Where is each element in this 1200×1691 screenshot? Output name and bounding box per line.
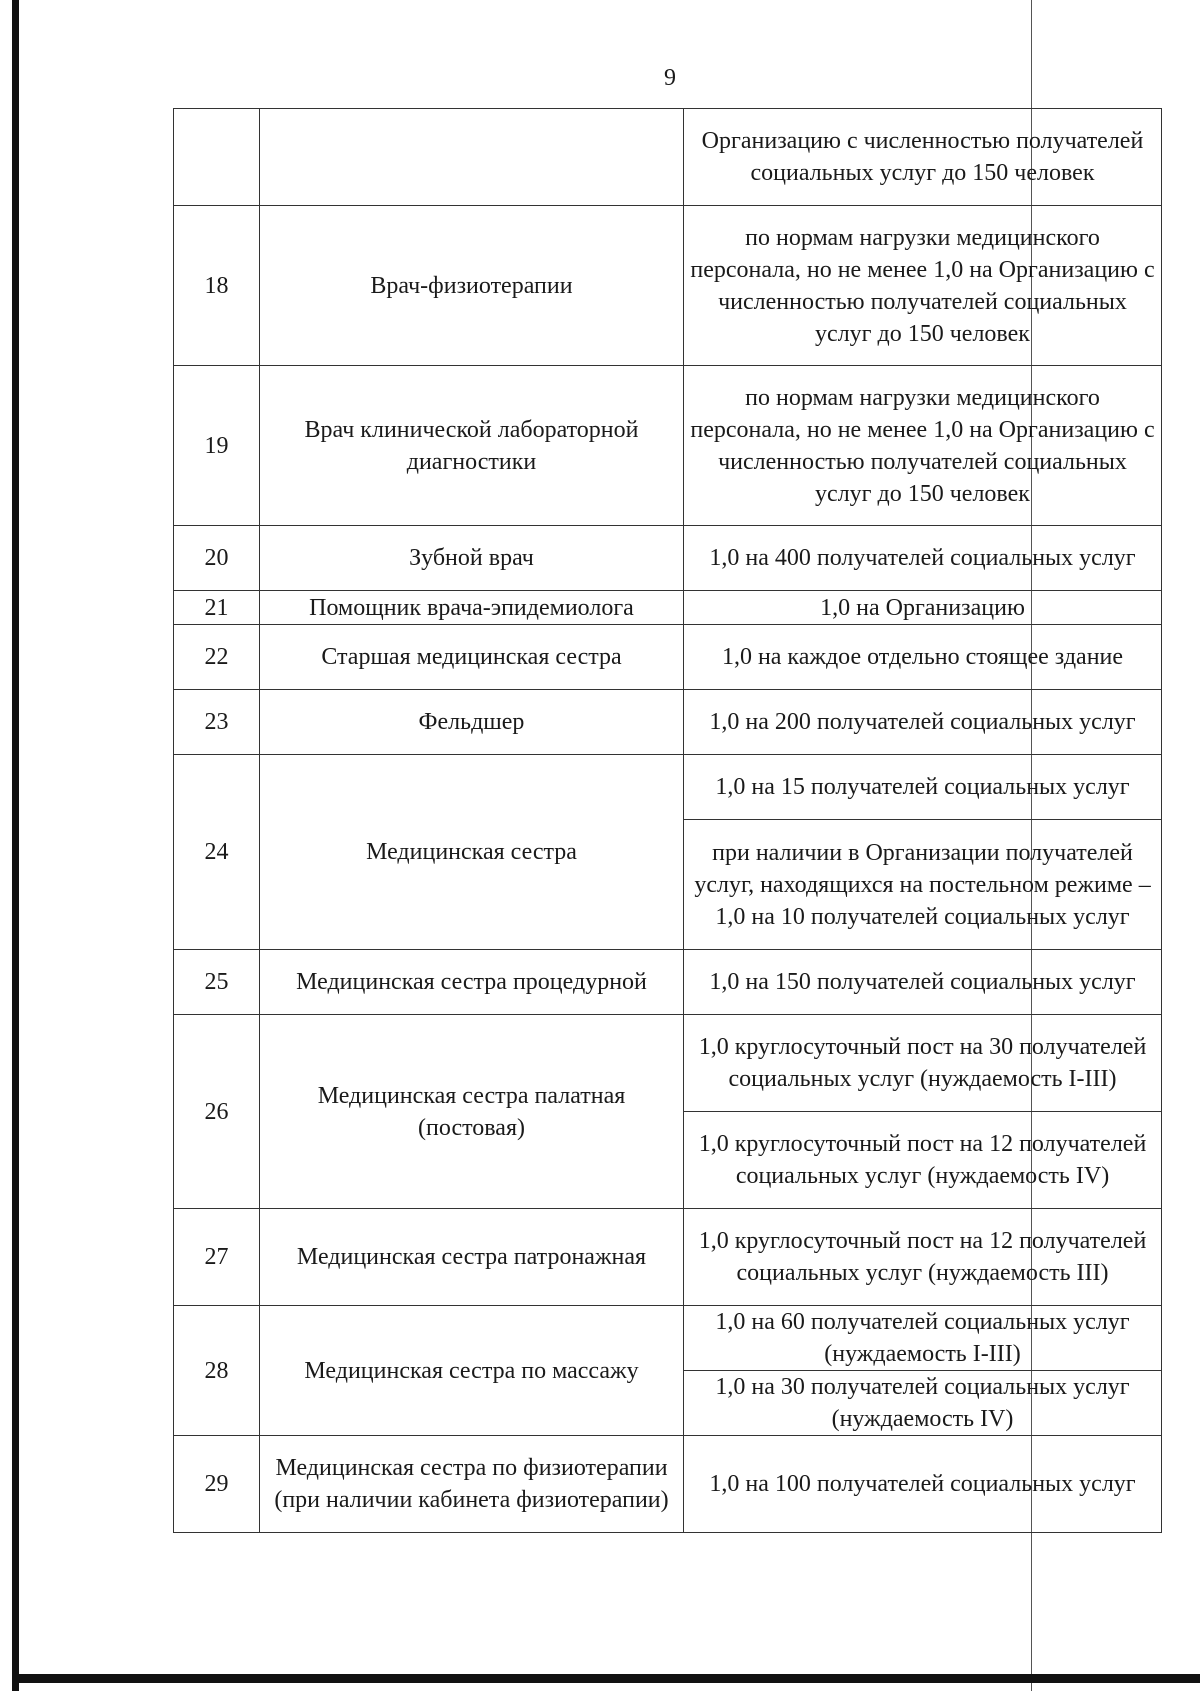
table-row xyxy=(174,109,1162,206)
row-number: 28 xyxy=(174,1306,260,1436)
row-number: 19 xyxy=(174,366,260,526)
table-row xyxy=(174,1436,1162,1533)
scan-edge-left xyxy=(12,0,19,1691)
table-row xyxy=(174,755,1162,820)
row-number: 26 xyxy=(174,1015,260,1209)
position-title: Врач-физиотерапии xyxy=(260,206,684,366)
staffing-norm: Организацию с численностью получателей социальных услуг до 150 человек xyxy=(684,109,1162,206)
staffing-norms-table xyxy=(173,108,1162,1533)
row-number: 29 xyxy=(174,1436,260,1533)
staffing-norm: 1,0 на 30 получателей социальных услуг (нуждаемость IV) xyxy=(684,1371,1162,1436)
staffing-norm: по нормам нагрузки медицинского персонала, но не менее 1,0 на Организацию с численностью получателей социальных услуг до 150 человек xyxy=(684,206,1162,366)
table-row xyxy=(174,1209,1162,1306)
staffing-norm: при наличии в Организации получателей услуг, находящихся на постельном режиме – 1,0 на 10 получателей социальных услуг xyxy=(684,820,1162,950)
staffing-norm: 1,0 на 60 получателей социальных услуг (нуждаемость I-III) xyxy=(684,1306,1162,1371)
table-row xyxy=(174,206,1162,366)
row-number: 22 xyxy=(174,625,260,690)
position-title: Врач клинической лабораторной диагностики xyxy=(260,366,684,526)
position-title: Зубной врач xyxy=(260,526,684,591)
staffing-norm: 1,0 круглосуточный пост на 12 получателей социальных услуг (нуждаемость III) xyxy=(684,1209,1162,1306)
position-title: Медицинская сестра по массажу xyxy=(260,1306,684,1436)
staffing-norm: 1,0 на Организацию xyxy=(684,591,1162,625)
row-number: 27 xyxy=(174,1209,260,1306)
row-number xyxy=(174,109,260,206)
table-row xyxy=(174,690,1162,755)
position-title: Фельдшер xyxy=(260,690,684,755)
table-row xyxy=(174,591,1162,625)
staffing-norm: 1,0 на каждое отдельно стоящее здание xyxy=(684,625,1162,690)
table-row xyxy=(174,625,1162,690)
table-row xyxy=(174,1015,1162,1112)
row-number: 18 xyxy=(174,206,260,366)
position-title: Старшая медицинская сестра xyxy=(260,625,684,690)
staffing-norm: 1,0 на 15 получателей социальных услуг xyxy=(684,755,1162,820)
position-title: Помощник врача-эпидемиолога xyxy=(260,591,684,625)
table-row xyxy=(174,526,1162,591)
scan-edge-bottom xyxy=(12,1674,1200,1683)
table-row xyxy=(174,1306,1162,1371)
position-title: Медицинская сестра процедурной xyxy=(260,950,684,1015)
staffing-norm: 1,0 круглосуточный пост на 30 получателей социальных услуг (нуждаемость I-III) xyxy=(684,1015,1162,1112)
table-row xyxy=(174,366,1162,526)
row-number: 23 xyxy=(174,690,260,755)
table-row xyxy=(174,950,1162,1015)
row-number: 24 xyxy=(174,755,260,950)
page-number: 9 xyxy=(664,65,676,91)
row-number: 21 xyxy=(174,591,260,625)
staffing-norm: 1,0 на 200 получателей социальных услуг xyxy=(684,690,1162,755)
staffing-norm: 1,0 круглосуточный пост на 12 получателей социальных услуг (нуждаемость IV) xyxy=(684,1112,1162,1209)
staffing-norm: 1,0 на 150 получателей социальных услуг xyxy=(684,950,1162,1015)
position-title: Медицинская сестра патронажная xyxy=(260,1209,684,1306)
position-title xyxy=(260,109,684,206)
position-title: Медицинская сестра палатная (постовая) xyxy=(260,1015,684,1209)
staffing-norm: 1,0 на 400 получателей социальных услуг xyxy=(684,526,1162,591)
staffing-norm: по нормам нагрузки медицинского персонала, но не менее 1,0 на Организацию с численностью получателей социальных услуг до 150 человек xyxy=(684,366,1162,526)
staffing-norm: 1,0 на 100 получателей социальных услуг xyxy=(684,1436,1162,1533)
row-number: 20 xyxy=(174,526,260,591)
position-title: Медицинская сестра xyxy=(260,755,684,950)
position-title: Медицинская сестра по физиотерапии (при наличии кабинета физиотерапии) xyxy=(260,1436,684,1533)
row-number: 25 xyxy=(174,950,260,1015)
